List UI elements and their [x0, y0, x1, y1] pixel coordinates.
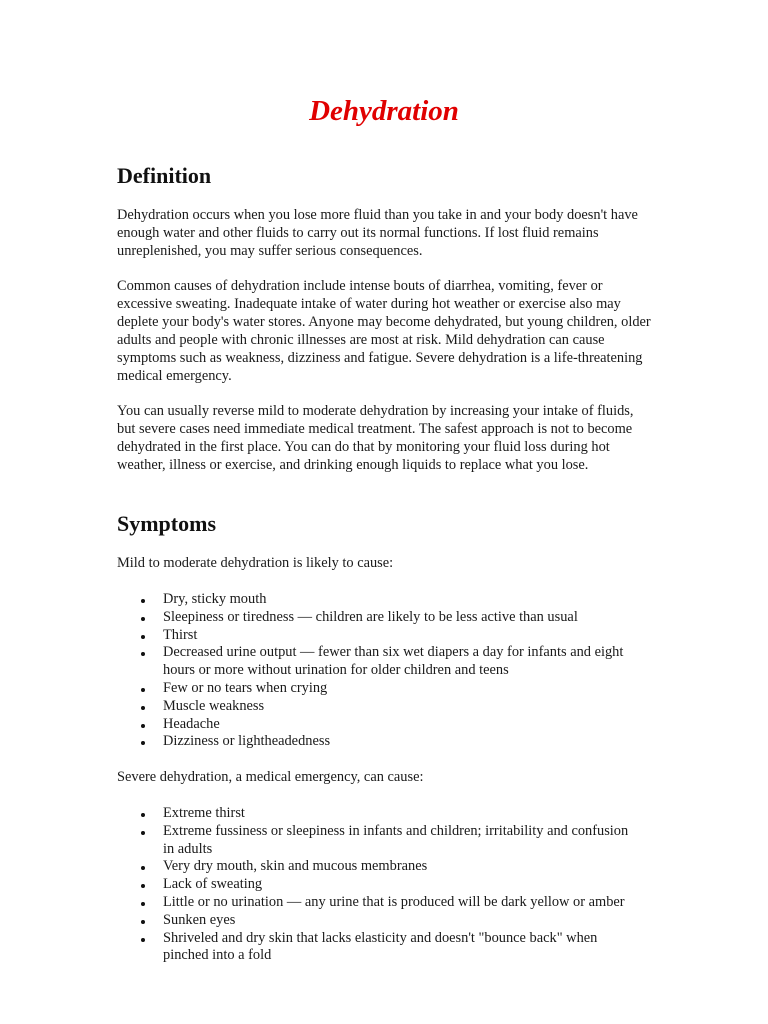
list-item: Lack of sweating — [117, 876, 633, 894]
list-item: Very dry mouth, skin and mucous membranes — [117, 858, 633, 876]
bullet-icon — [141, 652, 145, 656]
mild-symptoms-intro: Mild to moderate dehydration is likely to cause: — [117, 555, 394, 571]
definition-paragraph-3: You can usually reverse mild to moderate dehydration by increasing your intake of fluids, but severe cases need immediate medical treatment. The safest approach is not to become dehydrated in the first place. You can do that by monitoring your fluid loss during hot weather, illness or exercise, and drinking enough liquids to replace what you lose. — [117, 403, 634, 473]
bullet-icon — [141, 813, 145, 817]
bullet-icon — [141, 635, 145, 639]
list-item: Little or no urination — any urine that is produced will be dark yellow or amber — [117, 894, 633, 912]
bullet-icon — [141, 599, 145, 603]
list-item: Dry, sticky mouth — [117, 591, 633, 609]
list-item: Muscle weakness — [117, 698, 633, 716]
mild-symptoms-list — [117, 591, 657, 751]
bullet-icon — [141, 884, 145, 888]
list-item: Thirst — [117, 627, 633, 645]
list-item: Decreased urine output — fewer than six wet diapers a day for infants and eight hours or more without urination for older children and teens — [117, 644, 633, 680]
section-heading-definition: Definition — [117, 163, 212, 188]
bullet-icon — [141, 831, 145, 835]
list-item: Few or no tears when crying — [117, 680, 633, 698]
bullet-icon — [141, 617, 145, 621]
section-heading-symptoms: Symptoms — [117, 511, 217, 536]
bullet-icon — [141, 741, 145, 745]
severe-symptoms-list — [117, 805, 657, 965]
bullet-icon — [141, 688, 145, 692]
bullet-icon — [141, 938, 145, 942]
list-item: Extreme fussiness or sleepiness in infants and children; irritability and confusion in adults — [117, 823, 633, 859]
bullet-icon — [141, 724, 145, 728]
definition-paragraph-2: Common causes of dehydration include intense bouts of diarrhea, vomiting, fever or excessive sweating. Inadequate intake of water during hot weather or exercise also may deplete your body's water stores. Anyone may become dehydrated, but young children, older adults and people with chronic illnesses are most at risk. Mild dehydration can cause symptoms such as weakness, dizziness and fatigue. Severe dehydration is a life-threatening medical emergency. — [117, 278, 651, 384]
list-item: Extreme thirst — [117, 805, 633, 823]
bullet-icon — [141, 706, 145, 710]
bullet-icon — [141, 902, 145, 906]
list-item: Sleepiness or tiredness — children are likely to be less active than usual — [117, 609, 633, 627]
bullet-icon — [141, 920, 145, 924]
bullet-icon — [141, 866, 145, 870]
list-item: Sunken eyes — [117, 912, 633, 930]
list-item: Dizziness or lightheadedness — [117, 733, 633, 751]
severe-symptoms-intro: Severe dehydration, a medical emergency, can cause: — [117, 769, 424, 785]
list-item: Headache — [117, 716, 633, 734]
definition-paragraph-1: Dehydration occurs when you lose more fluid than you take in and your body doesn't have enough water and other fluids to carry out its normal functions. If lost fluid remains unreplenished, you may suffer serious consequences. — [117, 207, 638, 259]
page-title: Dehydration — [309, 95, 459, 127]
list-item: Shriveled and dry skin that lacks elasticity and doesn't "bounce back" when pinched into a fold — [117, 930, 633, 966]
